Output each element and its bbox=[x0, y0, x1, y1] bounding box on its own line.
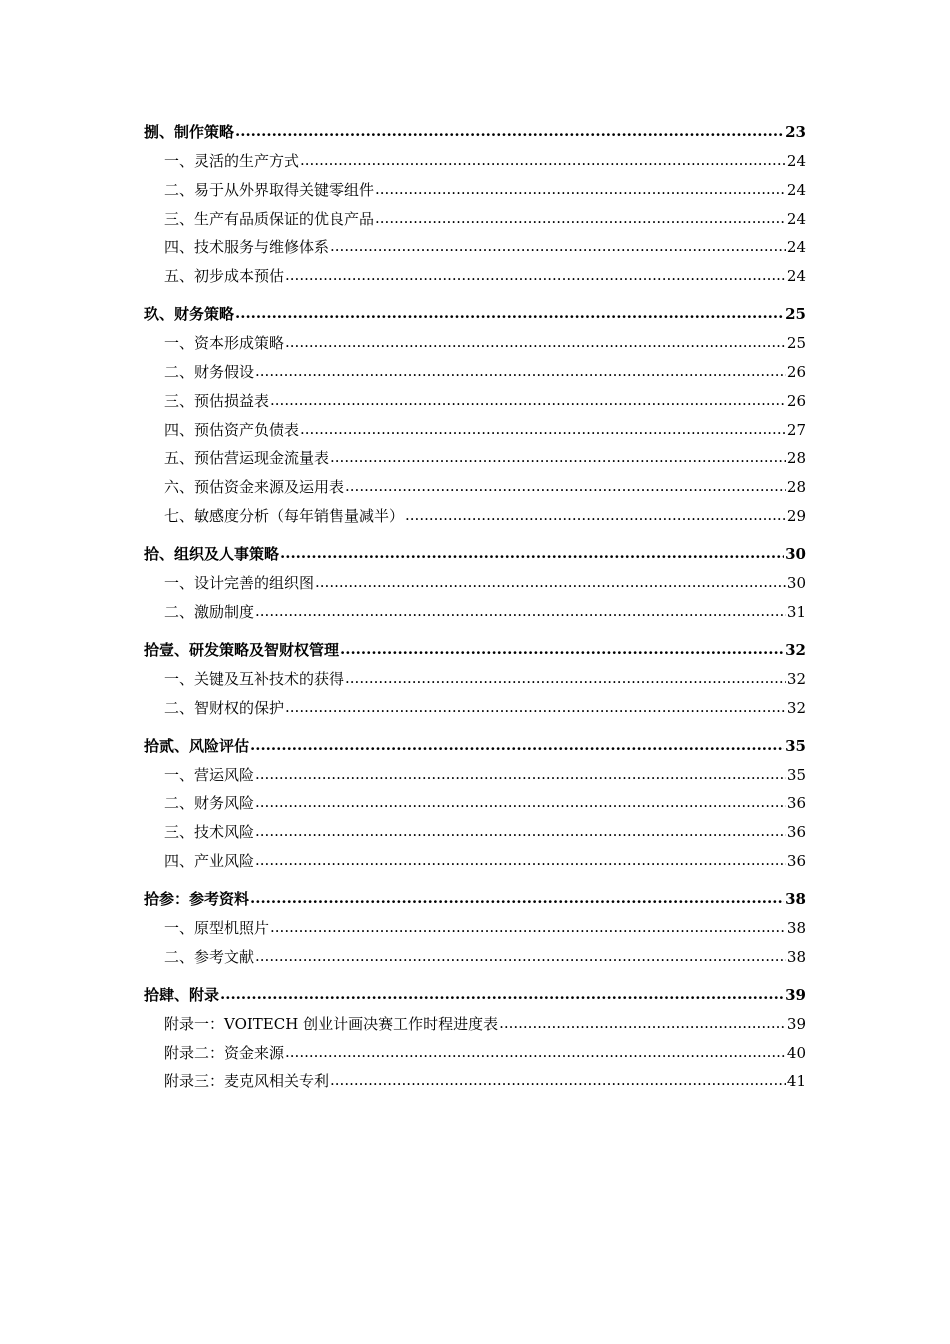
dot-leader bbox=[499, 1013, 786, 1033]
toc-entry-title: 一、灵活的生产方式 bbox=[164, 152, 300, 170]
toc-section-entry[interactable] bbox=[164, 698, 806, 718]
dot-leader bbox=[340, 639, 784, 659]
toc-entry-page-number: 24 bbox=[786, 238, 806, 257]
toc-entry-page-number: 35 bbox=[785, 736, 806, 755]
toc-section-entry[interactable] bbox=[164, 669, 806, 689]
toc-entry-page-number: 24 bbox=[786, 152, 806, 170]
toc-section-entry[interactable] bbox=[164, 765, 806, 785]
dot-leader bbox=[250, 735, 784, 755]
toc-section-entry[interactable] bbox=[164, 1071, 806, 1091]
toc-section-entry[interactable] bbox=[164, 506, 806, 526]
dot-leader bbox=[255, 821, 786, 841]
toc-entry-page-number: 23 bbox=[785, 123, 806, 141]
dot-leader bbox=[345, 668, 786, 688]
toc-entry-page-number: 24 bbox=[786, 209, 806, 228]
toc-chapter-entry[interactable] bbox=[144, 889, 806, 909]
toc-entry-title: 四、产业风险 bbox=[164, 851, 255, 870]
dot-leader bbox=[255, 850, 786, 870]
dot-leader bbox=[255, 946, 786, 966]
dot-leader bbox=[330, 236, 786, 256]
toc-entry-title: 一、营运风险 bbox=[164, 765, 255, 784]
dot-leader bbox=[330, 447, 786, 467]
toc-entry-title: 三、预估损益表 bbox=[164, 391, 270, 410]
toc-entry-page-number: 31 bbox=[786, 602, 806, 621]
toc-entry-title: 二、易于从外界取得关键零组件 bbox=[164, 180, 375, 199]
dot-leader bbox=[250, 888, 784, 908]
toc-entry-page-number: 32 bbox=[785, 640, 806, 659]
toc-section-entry[interactable] bbox=[164, 151, 806, 171]
dot-leader bbox=[375, 208, 786, 228]
toc-chapter-entry[interactable] bbox=[144, 544, 806, 564]
toc-section-entry[interactable] bbox=[164, 333, 806, 353]
toc-entry-page-number: 25 bbox=[785, 305, 806, 324]
toc-section-entry[interactable] bbox=[164, 477, 806, 497]
toc-entry-page-number: 41 bbox=[786, 1072, 806, 1091]
toc-section-entry[interactable] bbox=[164, 602, 806, 622]
dot-leader bbox=[330, 1070, 786, 1090]
toc-section-entry[interactable] bbox=[164, 420, 806, 440]
dot-leader bbox=[285, 697, 786, 717]
dot-leader bbox=[255, 792, 786, 812]
toc-entry-title: 四、预估资产负债表 bbox=[164, 420, 300, 439]
toc-section-entry[interactable] bbox=[164, 918, 806, 938]
toc-entry-title: 七、敏感度分析（每年销售量减半） bbox=[164, 506, 405, 525]
toc-entry-page-number: 30 bbox=[785, 544, 806, 563]
dot-leader bbox=[300, 419, 786, 439]
toc-entry-title: 拾、组织及人事策略 bbox=[144, 544, 280, 563]
toc-section-entry[interactable] bbox=[164, 209, 806, 229]
toc-entry-page-number: 27 bbox=[786, 420, 806, 439]
toc-entry-title: 附录二：资金来源 bbox=[164, 1043, 285, 1062]
toc-section-entry[interactable] bbox=[164, 362, 806, 382]
toc-section-entry[interactable] bbox=[164, 947, 806, 967]
toc-entry-title: 二、财务风险 bbox=[164, 794, 255, 813]
toc-entry-title: 玖、财务策略 bbox=[144, 305, 235, 324]
toc-entry-page-number: 35 bbox=[786, 765, 806, 784]
toc-entry-page-number: 26 bbox=[786, 362, 806, 381]
toc-entry-page-number: 25 bbox=[786, 334, 806, 353]
toc-entry-page-number: 36 bbox=[786, 823, 806, 842]
dot-leader bbox=[285, 1042, 786, 1062]
toc-entry-page-number: 36 bbox=[786, 794, 806, 813]
toc-entry-page-number: 32 bbox=[786, 698, 806, 717]
toc-entry-title: 三、技术风险 bbox=[164, 823, 255, 842]
dot-leader bbox=[285, 332, 786, 352]
toc-section-entry[interactable] bbox=[164, 793, 806, 813]
toc-chapter-entry[interactable] bbox=[144, 304, 806, 324]
toc-entry-page-number: 36 bbox=[786, 851, 806, 870]
dot-leader bbox=[235, 303, 784, 323]
toc-section-entry[interactable] bbox=[164, 573, 806, 593]
toc-section-entry[interactable] bbox=[164, 822, 806, 842]
dot-leader bbox=[300, 150, 786, 170]
toc-section-entry[interactable] bbox=[164, 237, 806, 257]
toc-entry-title: 二、财务假设 bbox=[164, 362, 255, 381]
toc-chapter-entry[interactable] bbox=[144, 640, 806, 660]
toc-entry-page-number: 24 bbox=[786, 180, 806, 199]
toc-entry-title: 一、设计完善的组织图 bbox=[164, 573, 315, 592]
toc-entry-title: 附录一：VOITECH 创业计画决赛工作时程进度表 bbox=[164, 1014, 499, 1033]
toc-section-entry[interactable] bbox=[164, 266, 806, 286]
toc-chapter-entry[interactable] bbox=[144, 122, 806, 142]
toc-entry-page-number: 38 bbox=[786, 918, 806, 937]
toc-entry-title: 六、预估资金来源及运用表 bbox=[164, 478, 345, 497]
dot-leader bbox=[255, 361, 786, 381]
toc-entry-page-number: 26 bbox=[786, 391, 806, 410]
toc-entry-title: 捌、制作策略 bbox=[144, 123, 235, 141]
toc-entry-page-number: 30 bbox=[786, 573, 806, 592]
toc-chapter-entry[interactable] bbox=[144, 985, 806, 1005]
toc-entry-title: 二、激励制度 bbox=[164, 602, 255, 621]
toc-entry-title: 一、资本形成策略 bbox=[164, 334, 285, 353]
toc-entry-title: 三、生产有品质保证的优良产品 bbox=[164, 209, 375, 228]
toc-entry-page-number: 24 bbox=[786, 267, 806, 286]
toc-section-entry[interactable] bbox=[164, 448, 806, 468]
toc-entry-title: 拾肆、附录 bbox=[144, 985, 220, 1004]
dot-leader bbox=[255, 601, 786, 621]
toc-entry-title: 一、关键及互补技术的获得 bbox=[164, 669, 345, 688]
table-of-contents bbox=[144, 122, 806, 1100]
toc-section-entry[interactable] bbox=[164, 180, 806, 200]
toc-entry-title: 五、预估营运现金流量表 bbox=[164, 449, 330, 468]
toc-entry-page-number: 28 bbox=[786, 478, 806, 497]
toc-chapter-entry[interactable] bbox=[144, 736, 806, 756]
dot-leader bbox=[255, 764, 786, 784]
dot-leader bbox=[270, 390, 786, 410]
dot-leader bbox=[270, 917, 786, 937]
toc-entry-page-number: 28 bbox=[786, 449, 806, 468]
toc-entry-title: 二、参考文献 bbox=[164, 947, 255, 966]
toc-entry-title: 一、原型机照片 bbox=[164, 918, 270, 937]
toc-entry-page-number: 39 bbox=[785, 985, 806, 1004]
toc-entry-title: 拾壹、研发策略及智财权管理 bbox=[144, 640, 340, 659]
toc-entry-page-number: 38 bbox=[786, 947, 806, 966]
toc-entry-title: 五、初步成本预估 bbox=[164, 267, 285, 286]
toc-entry-page-number: 40 bbox=[786, 1043, 806, 1062]
toc-section-entry[interactable] bbox=[164, 1043, 806, 1063]
dot-leader bbox=[405, 505, 786, 525]
toc-entry-title: 拾参：参考资料 bbox=[144, 889, 250, 908]
toc-entry-page-number: 32 bbox=[786, 669, 806, 688]
toc-entry-title: 二、智财权的保护 bbox=[164, 698, 285, 717]
dot-leader bbox=[220, 984, 784, 1004]
toc-section-entry[interactable] bbox=[164, 851, 806, 871]
toc-entry-page-number: 39 bbox=[786, 1014, 806, 1033]
dot-leader bbox=[375, 179, 786, 199]
toc-entry-title: 附录三：麦克风相关专利 bbox=[164, 1072, 330, 1091]
dot-leader bbox=[345, 476, 786, 496]
toc-entry-title: 四、技术服务与维修体系 bbox=[164, 238, 330, 257]
dot-leader bbox=[315, 572, 786, 592]
dot-leader bbox=[285, 265, 786, 285]
dot-leader bbox=[280, 543, 784, 563]
toc-section-entry[interactable] bbox=[164, 391, 806, 411]
dot-leader bbox=[235, 121, 784, 141]
toc-entry-page-number: 38 bbox=[785, 889, 806, 908]
toc-entry-title: 拾贰、风险评估 bbox=[144, 736, 250, 755]
toc-entry-page-number: 29 bbox=[786, 506, 806, 525]
toc-section-entry[interactable] bbox=[164, 1014, 806, 1034]
